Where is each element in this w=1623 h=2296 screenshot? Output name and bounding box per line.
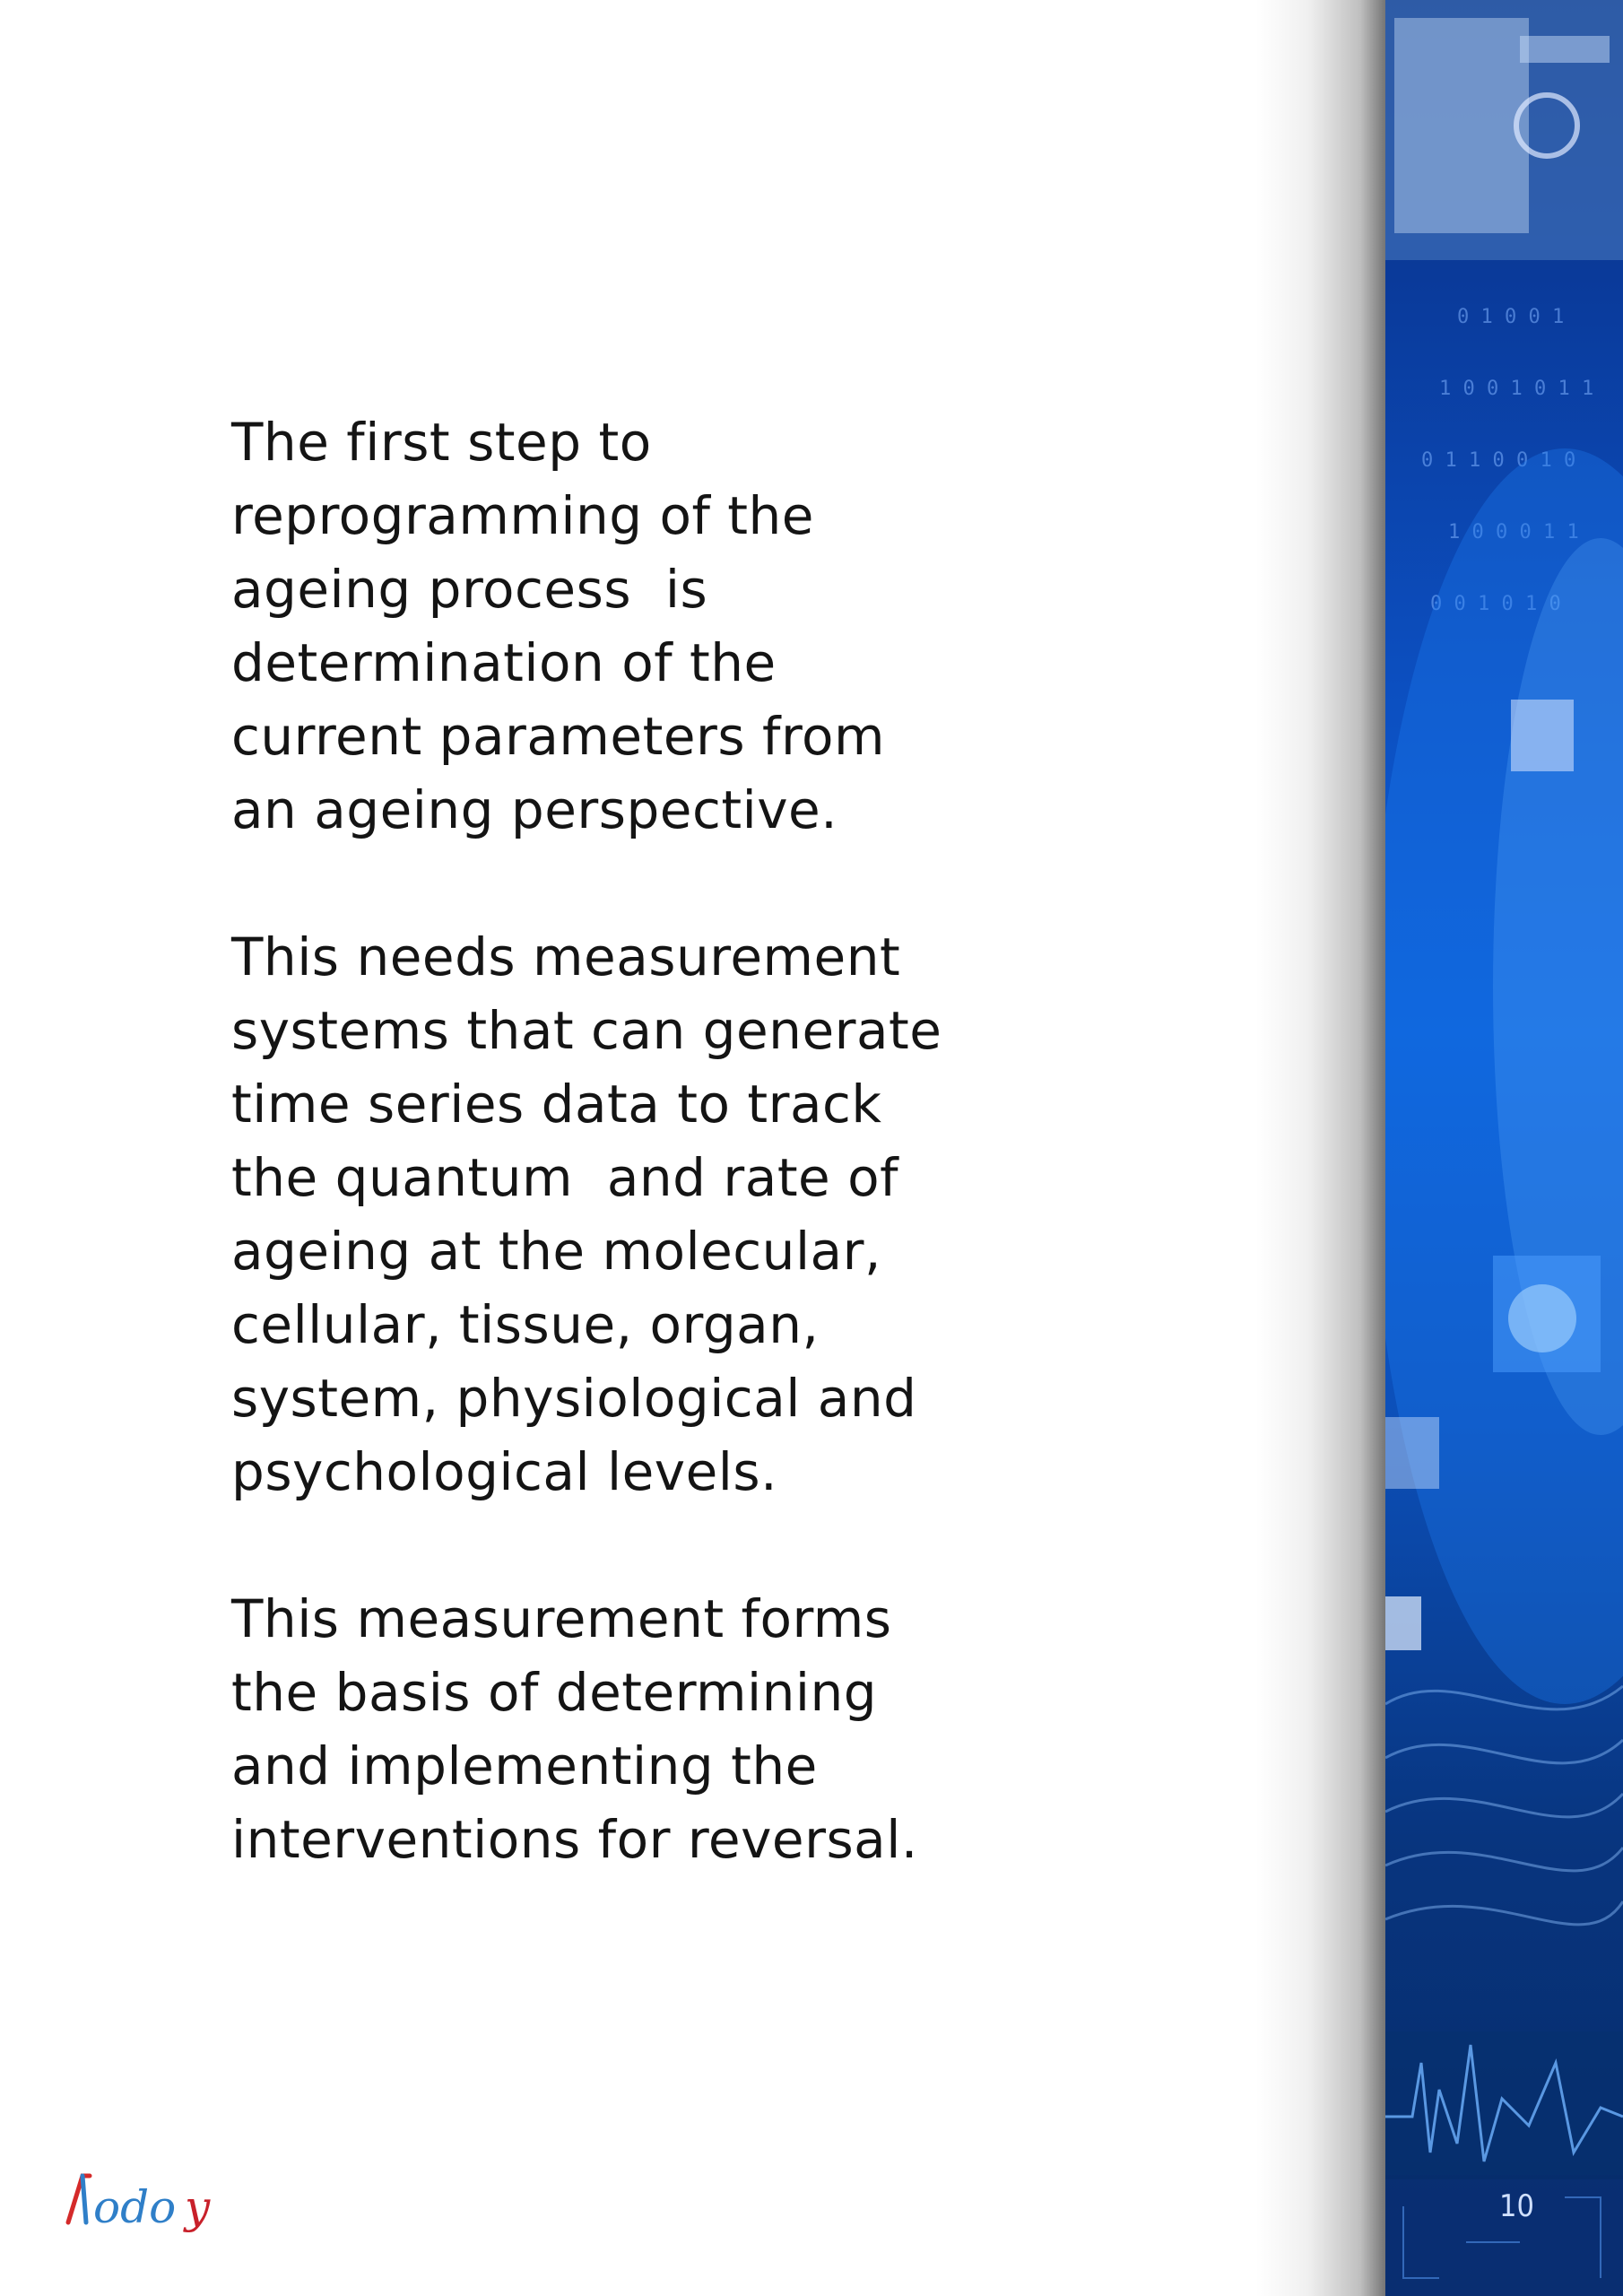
paragraph-2: This needs measurement systems that can generate time series data to track the quantum and rate of ageing at the molecular, cellular, tissue, organ, system, physiological and psychological levels.	[231, 926, 942, 1502]
body-text	[231, 405, 1038, 1876]
page-number: 10	[1499, 2188, 1534, 2224]
company-logo	[56, 2160, 226, 2240]
panel-shadow	[1255, 0, 1386, 2296]
svg-text:y: y	[185, 2181, 211, 2233]
paragraph-1: The first step to reprogramming of the ageing process is determination of the current parameters from an ageing perspective.	[231, 412, 885, 840]
svg-text:0 0 1 0 1 0: 0 0 1 0 1 0	[1430, 593, 1561, 615]
svg-text:1 0 0 1 0 1 1: 1 0 0 1 0 1 1	[1439, 378, 1594, 400]
svg-text:0 1 1 0 0 1 0: 0 1 1 0 0 1 0	[1421, 449, 1576, 472]
svg-text:1 0 0 0 1 1: 1 0 0 0 1 1	[1448, 521, 1579, 544]
svg-text:0 1 0 0 1: 0 1 0 0 1	[1457, 306, 1565, 328]
paragraph-3: This measurement forms the basis of determining and implementing the interventions for reversal.	[231, 1588, 918, 1870]
svg-text:odo: odo	[93, 2181, 177, 2233]
panel-artwork	[1385, 0, 1623, 2296]
digital-health-image	[1385, 0, 1623, 2296]
